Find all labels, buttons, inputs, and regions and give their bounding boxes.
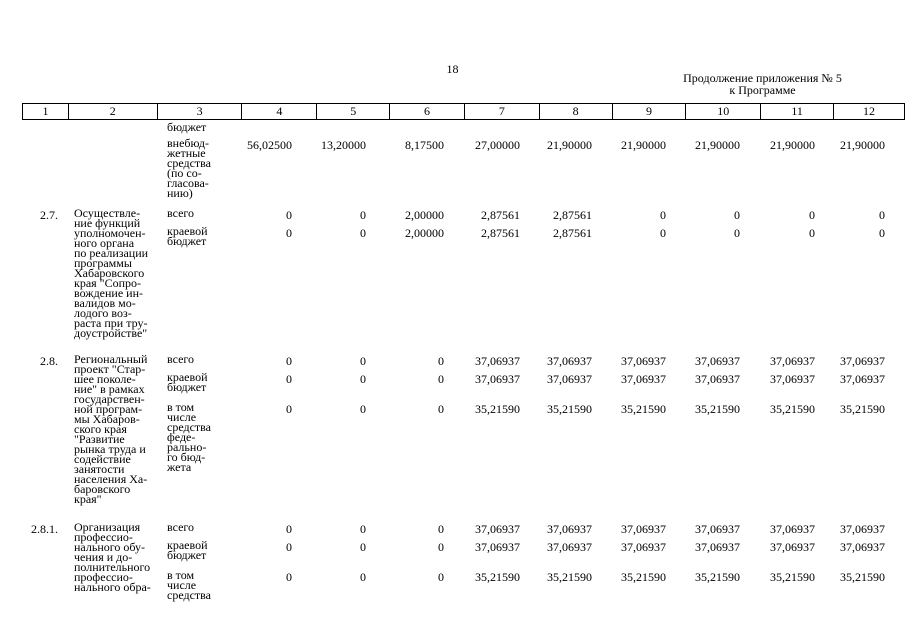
value-cell: 0: [734, 226, 740, 240]
value-cell: 35,21590: [621, 402, 666, 416]
value-cell: 0: [438, 354, 444, 368]
value-cell: 0: [438, 522, 444, 536]
appendix-note-line2: к Программе: [729, 83, 796, 97]
value-cell: 0: [286, 570, 292, 584]
value-cell: 37,06937: [621, 540, 666, 554]
value-cell: 37,06937: [770, 372, 815, 386]
value-cell: 0: [286, 354, 292, 368]
value-cell: 37,06937: [621, 354, 666, 368]
value-cell: 0: [360, 402, 366, 416]
section-name: Осуществле- ние функций уполномочен- ного органа по реализации программы Хабаровского края "Сопро- вождение ин- валидов мо- лодого воз- раста при тру- доустройстве": [74, 206, 149, 340]
column-header: 10: [686, 104, 761, 120]
value-cell: 37,06937: [840, 354, 885, 368]
value-cell: 0: [438, 540, 444, 554]
value-cell: 37,06937: [770, 522, 815, 536]
value-cell: 0: [438, 402, 444, 416]
value-cell: 37,06937: [840, 522, 885, 536]
value-cell: 56,02500: [247, 138, 292, 152]
column-header: 12: [834, 104, 905, 120]
value-cell: 2,00000: [405, 208, 444, 222]
source-label: краевой бюджет: [167, 538, 208, 562]
value-cell: 37,06937: [695, 354, 740, 368]
source-label: всего: [167, 352, 195, 366]
value-cell: 37,06937: [770, 540, 815, 554]
source-label: краевой бюджет: [167, 370, 208, 394]
value-cell: 37,06937: [621, 372, 666, 386]
value-cell: 37,06937: [840, 540, 885, 554]
column-header: 3: [157, 104, 242, 120]
value-cell: 37,06937: [547, 372, 592, 386]
source-label: краевой бюджет: [167, 224, 208, 248]
column-header: 9: [612, 104, 686, 120]
value-cell: 0: [286, 208, 292, 222]
value-cell: 27,00000: [475, 138, 520, 152]
section-name: Организация профессио- нального обу- чения и до- полнительного профессио- нального обра-: [74, 520, 151, 594]
value-cell: 2,87561: [481, 226, 520, 240]
page-number: 18: [446, 62, 459, 76]
value-cell: 0: [809, 226, 815, 240]
value-cell: 0: [286, 226, 292, 240]
column-number-row: [23, 104, 905, 120]
section-number: 2.8.: [40, 354, 58, 368]
source-label: в том числе средства: [167, 568, 212, 602]
value-cell: 37,06937: [475, 372, 520, 386]
value-cell: 35,21590: [695, 570, 740, 584]
value-cell: 37,06937: [547, 540, 592, 554]
value-cell: 0: [360, 372, 366, 386]
value-cell: 0: [360, 570, 366, 584]
value-cell: 0: [360, 354, 366, 368]
value-cell: 0: [660, 208, 666, 222]
source-label: в том числе средства феде- рально- го бюд- жета: [167, 400, 212, 474]
value-cell: 0: [438, 570, 444, 584]
value-cell: 0: [660, 226, 666, 240]
source-label: всего: [167, 520, 195, 534]
value-cell: 35,21590: [547, 570, 592, 584]
value-cell: 0: [809, 208, 815, 222]
value-cell: 35,21590: [621, 570, 666, 584]
value-cell: 37,06937: [695, 522, 740, 536]
value-cell: 37,06937: [695, 540, 740, 554]
value-cell: 37,06937: [621, 522, 666, 536]
value-cell: 0: [360, 226, 366, 240]
column-header: 4: [242, 104, 317, 120]
value-cell: 0: [360, 208, 366, 222]
value-cell: 2,87561: [553, 208, 592, 222]
value-cell: 35,21590: [840, 570, 885, 584]
value-cell: 37,06937: [475, 540, 520, 554]
section-number: 2.8.1.: [31, 522, 58, 536]
value-cell: 21,90000: [547, 138, 592, 152]
section-name: Региональный проект "Стар- шее поколе- ние" в рамках государствен- ной програм- мы Хабаров- ского края "Развитие рынка труда и содействие занятости населения Ха- баровского края": [74, 352, 148, 506]
value-cell: 21,90000: [770, 138, 815, 152]
column-header: 11: [761, 104, 834, 120]
value-cell: 0: [286, 540, 292, 554]
value-cell: 0: [286, 522, 292, 536]
value-cell: 21,90000: [840, 138, 885, 152]
source-label: бюджет: [167, 120, 207, 134]
value-cell: 37,06937: [547, 354, 592, 368]
value-cell: 13,20000: [321, 138, 366, 152]
value-cell: 0: [360, 522, 366, 536]
value-cell: 0: [360, 540, 366, 554]
appendix-note-line1: Продолжение приложения № 5: [683, 71, 842, 85]
value-cell: 37,06937: [840, 372, 885, 386]
value-cell: 0: [879, 226, 885, 240]
value-cell: 37,06937: [547, 522, 592, 536]
value-cell: 35,21590: [770, 402, 815, 416]
value-cell: 37,06937: [695, 372, 740, 386]
value-cell: 0: [879, 208, 885, 222]
value-cell: 35,21590: [547, 402, 592, 416]
value-cell: 0: [734, 208, 740, 222]
value-cell: 35,21590: [840, 402, 885, 416]
value-cell: 2,87561: [481, 208, 520, 222]
column-header: 5: [317, 104, 390, 120]
column-header: 2: [68, 104, 157, 120]
value-cell: 0: [438, 372, 444, 386]
value-cell: 35,21590: [475, 570, 520, 584]
budget-table-header: [22, 103, 905, 120]
value-cell: 37,06937: [770, 354, 815, 368]
value-cell: 8,17500: [405, 138, 444, 152]
value-cell: 2,00000: [405, 226, 444, 240]
column-header: 8: [539, 104, 612, 120]
value-cell: 37,06937: [475, 522, 520, 536]
column-header: 6: [390, 104, 465, 120]
value-cell: 0: [286, 402, 292, 416]
value-cell: 35,21590: [695, 402, 740, 416]
column-header: 1: [23, 104, 69, 120]
value-cell: 21,90000: [621, 138, 666, 152]
column-header: 7: [464, 104, 539, 120]
appendix-note: [660, 72, 865, 96]
value-cell: 0: [286, 372, 292, 386]
source-label: всего: [167, 206, 195, 220]
source-label: внебюд- жетные средства (по со- гласова- нию): [167, 136, 212, 200]
section-number: 2.7.: [40, 208, 58, 222]
value-cell: 21,90000: [695, 138, 740, 152]
value-cell: 2,87561: [553, 226, 592, 240]
value-cell: 35,21590: [475, 402, 520, 416]
value-cell: 37,06937: [475, 354, 520, 368]
value-cell: 35,21590: [770, 570, 815, 584]
